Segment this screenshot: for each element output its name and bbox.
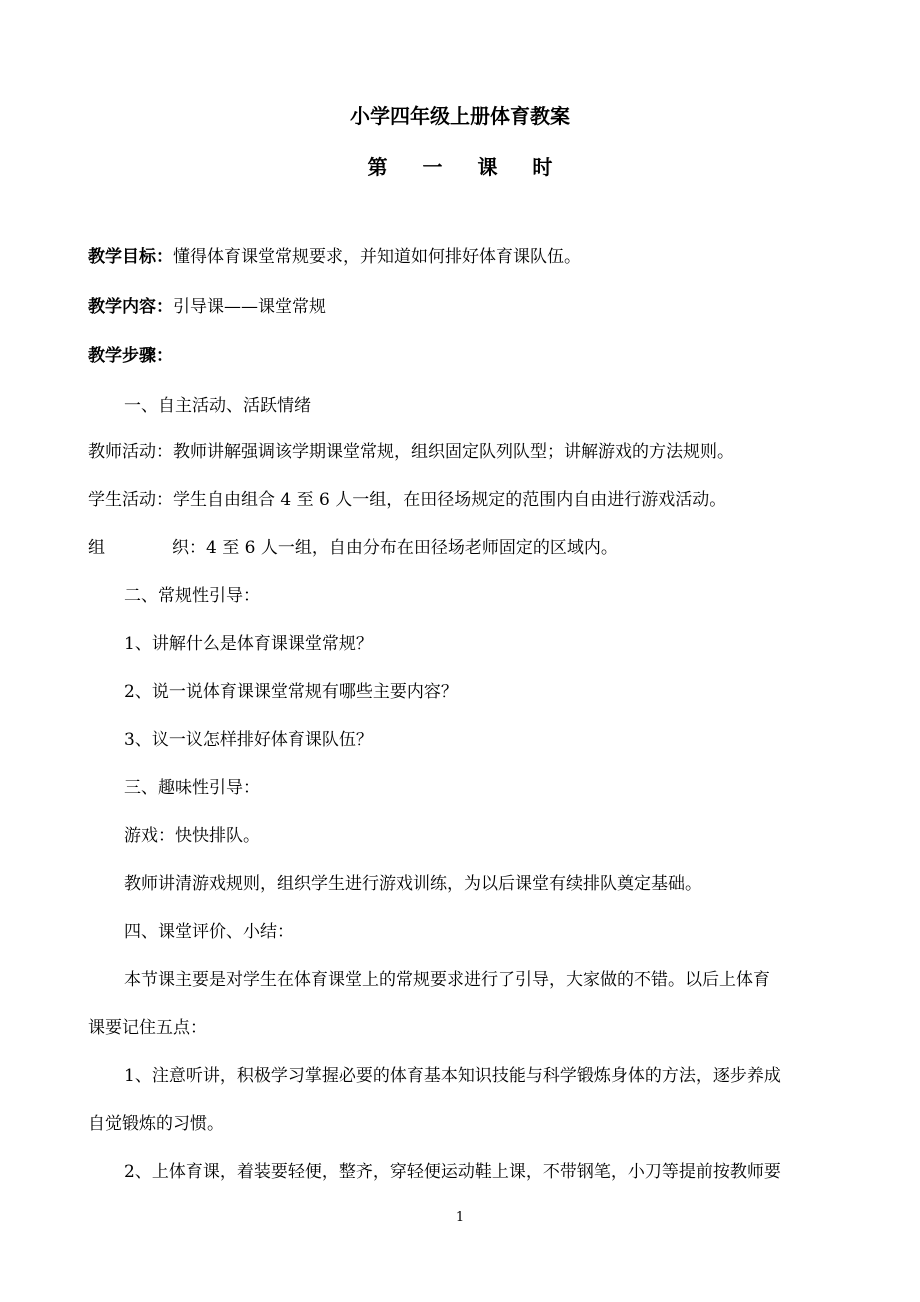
question-1: 1、讲解什么是体育课课堂常规？ xyxy=(124,634,373,654)
question-3: 3、议一议怎样排好体育课队伍？ xyxy=(124,730,373,750)
goal-label: 教学目标： xyxy=(88,247,173,267)
point-2-line-1: 2、上体育课，着装要轻便，整齐，穿轻便运动鞋上课，不带钢笔，小刀等提前按教师要 xyxy=(124,1162,781,1182)
organization-text: 织：4 至 6 人一组，自由分布在田径场老师固定的区域内。 xyxy=(172,538,618,558)
goal-text: 懂得体育课堂常规要求，并知道如何排好体育课队伍。 xyxy=(173,247,581,267)
point-1-line-2: 自觉锻炼的习惯。 xyxy=(88,1114,224,1134)
goal-line xyxy=(88,245,581,269)
summary-line-1: 本节课主要是对学生在体育课堂上的常规要求进行了引导，大家做的不错。以后上体育 xyxy=(124,970,770,990)
content-text: 引导课——课堂常规 xyxy=(173,297,326,317)
document-title: 小学四年级上册体育教案 xyxy=(350,104,570,128)
teacher-activity: 教师活动：教师讲解强调该学期课堂常规，组织固定队列队型；讲解游戏的方法规则。 xyxy=(88,442,734,462)
page-number: 1 xyxy=(455,1210,465,1225)
organization-label-a: 组 xyxy=(88,538,105,558)
section-1-heading: 一、自主活动、活跃情绪 xyxy=(124,396,311,416)
content-label: 教学内容： xyxy=(88,297,173,317)
student-activity: 学生活动：学生自由组合 4 至 6 人一组，在田径场规定的范围内自由进行游戏活动。 xyxy=(88,490,727,510)
lesson-subtitle: 第 一 课 时 xyxy=(367,155,567,179)
question-2: 2、说一说体育课课堂常规有哪些主要内容？ xyxy=(124,682,458,702)
steps-label: 教学步骤： xyxy=(88,346,173,366)
summary-line-2: 课要记住五点： xyxy=(88,1018,207,1038)
point-1-line-1: 1、注意听讲，积极学习掌握必要的体育基本知识技能与科学锻炼身体的方法，逐步养成 xyxy=(124,1066,781,1086)
game-description: 教师讲清游戏规则，组织学生进行游戏训练，为以后课堂有续排队奠定基础。 xyxy=(124,874,702,894)
content-line xyxy=(88,295,326,319)
game-line: 游戏：快快排队。 xyxy=(124,826,260,846)
section-4-heading: 四、课堂评价、小结： xyxy=(124,922,294,942)
section-2-heading: 二、常规性引导： xyxy=(124,586,260,606)
section-3-heading: 三、趣味性引导： xyxy=(124,778,260,798)
